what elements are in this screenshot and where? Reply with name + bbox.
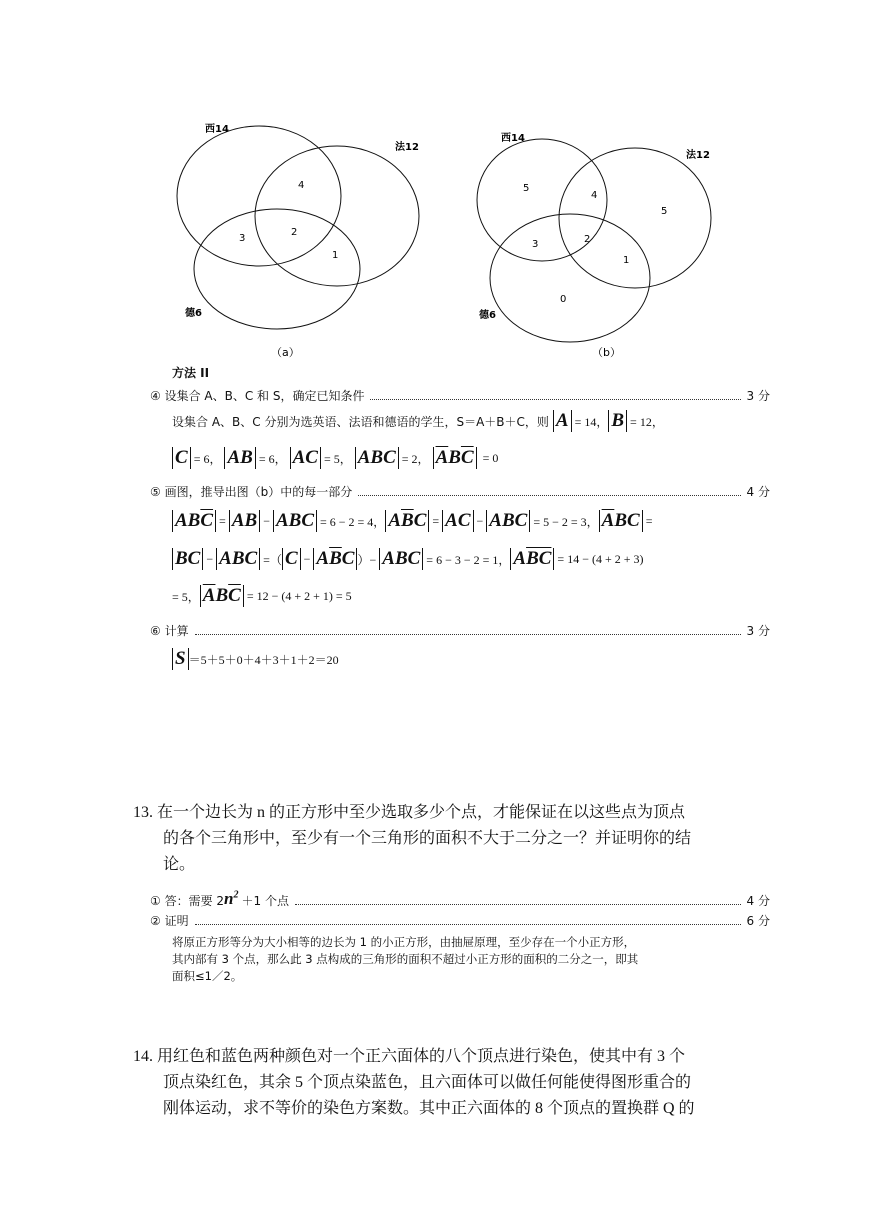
- step6-label: ⑥ 计算: [150, 624, 189, 638]
- method-title: 方法 II: [172, 366, 210, 380]
- step5-score: 4 分: [746, 485, 770, 499]
- label-german: 德6: [479, 310, 496, 321]
- step5-formula-line1: $AB\overline{C}$ = AB − ABC = 6 − 2 = 4， $A\overline{B}C$ = AC − ABC = 5 − 2 = 3， $\overline{A}BC$ =: [172, 510, 652, 532]
- label-german: 德6: [185, 308, 202, 319]
- step6-formula-line: S ＝5＋5＋0＋4＋3＋1＋2＝20: [172, 648, 339, 670]
- circle-west: [177, 126, 341, 266]
- venn-diagram-b: [468, 128, 728, 368]
- q13-proof-text: [172, 934, 638, 985]
- q13-line2: 的各个三角形中，至少有一个三角形的面积不大于二分之一？并证明你的结: [163, 830, 692, 847]
- dot-leader: [358, 495, 740, 496]
- caption-a: （a）: [271, 346, 300, 359]
- caption-b: （b）: [592, 346, 621, 359]
- circle-german: [490, 214, 650, 342]
- proof-line: 将原正方形等分为大小相等的边长为 1 的小正方形，由抽屉原理，至少存在一个小正方形，: [172, 935, 636, 949]
- step5-formula-line3: = 5， $\overline{A}B\overline{C}$ = 12 − (4 + 2 + 1) = 5: [172, 585, 352, 606]
- q14-line1: 14. 用红色和蓝色两种颜色对一个正六面体的八个顶点进行染色，使其中有 3 个: [133, 1048, 686, 1065]
- q13-answer-row: ① 答：需要 2 $n^2$ ＋1 个点 4 分: [150, 889, 770, 908]
- step4-label: ④ 设集合 A、B、C 和 S，确定已知条件: [150, 389, 365, 403]
- dot-leader: [370, 399, 740, 400]
- step6-formula: ＝5＋5＋0＋4＋3＋1＋2＝20: [188, 652, 339, 667]
- region-west-france: 4: [591, 190, 598, 201]
- region-west-france: 4: [298, 180, 305, 191]
- venn-diagram-a: [165, 118, 445, 363]
- region-west-german: 3: [239, 233, 246, 244]
- q13-proof-row: [150, 912, 770, 929]
- dot-leader: [195, 924, 741, 925]
- q13-answer-tail: ＋1 个点: [241, 894, 289, 908]
- dot-leader: [295, 904, 741, 905]
- label-west: 西14: [501, 133, 525, 144]
- step6-row: [150, 622, 770, 639]
- region-west-german: 3: [532, 239, 539, 250]
- region-france-german: 1: [332, 250, 339, 261]
- label-west: 西14: [205, 124, 229, 135]
- proof-line: 面积≤1／2。: [172, 969, 243, 983]
- region-france-german: 1: [623, 255, 630, 266]
- step4-text-line: 设集合 A、B、C 分别为选英语、法语和德语的学生，S＝A＋B＋C，则 A = 14， B = 12，: [172, 410, 664, 431]
- circle-german: [194, 209, 360, 329]
- region-german-only: 0: [560, 294, 567, 305]
- step4-score: 3 分: [746, 389, 770, 403]
- label-france: 法12: [395, 142, 419, 153]
- q14-line2: 顶点染红色，其余 5 个顶点染蓝色，且六面体可以做任何能使得图形重合的: [163, 1074, 692, 1091]
- step5-row: [150, 483, 770, 500]
- step5-label: ⑤ 画图，推导出图（b）中的每一部分: [150, 485, 353, 499]
- step4-row: [150, 387, 770, 404]
- q14-line3: 刚体运动，求不等价的染色方案数。其中正六面体的 8 个顶点的置换群 Q 的: [163, 1100, 695, 1117]
- step5-formula-line2: BC − ABC =（ C − $A\overline{B}C$ ）− ABC = 6 − 3 − 2 = 1， $A\overline{BC}$ = 14 − (4 + 2 + 3): [172, 548, 643, 570]
- q13-proof-label: ② 证明: [150, 914, 189, 928]
- proof-line: 其内部有 3 个点，那么此 3 点构成的三角形的面积不超过小正方形的面积的二分之一，即其: [172, 952, 639, 966]
- step4-text: 设集合 A、B、C 分别为选英语、法语和德语的学生，S＝A＋B＋C，则: [172, 414, 549, 429]
- q13-answer-score: 4 分: [746, 894, 770, 908]
- region-france-only: 5: [661, 206, 668, 217]
- q13-line3: 论。: [163, 856, 196, 873]
- region-center: 2: [291, 227, 298, 238]
- q13-answer-label: ① 答：需要 2: [150, 894, 225, 908]
- region-center: 2: [584, 234, 591, 245]
- step6-score: 3 分: [746, 624, 770, 638]
- label-france: 法12: [686, 150, 710, 161]
- dot-leader: [195, 634, 741, 635]
- region-west-only: 5: [523, 183, 530, 194]
- circle-france: [255, 146, 419, 286]
- circle-france: [559, 148, 711, 288]
- step4-formula-line: C = 6， AB = 6， AC = 5， ABC = 2， $\overline{A}B\overline{C}$ = 0: [172, 447, 498, 469]
- q13-line1: 13. 在一个边长为 n 的正方形中至少选取多少个点，才能保证在以这些点为顶点: [133, 804, 686, 821]
- q13-proof-score: 6 分: [746, 914, 770, 928]
